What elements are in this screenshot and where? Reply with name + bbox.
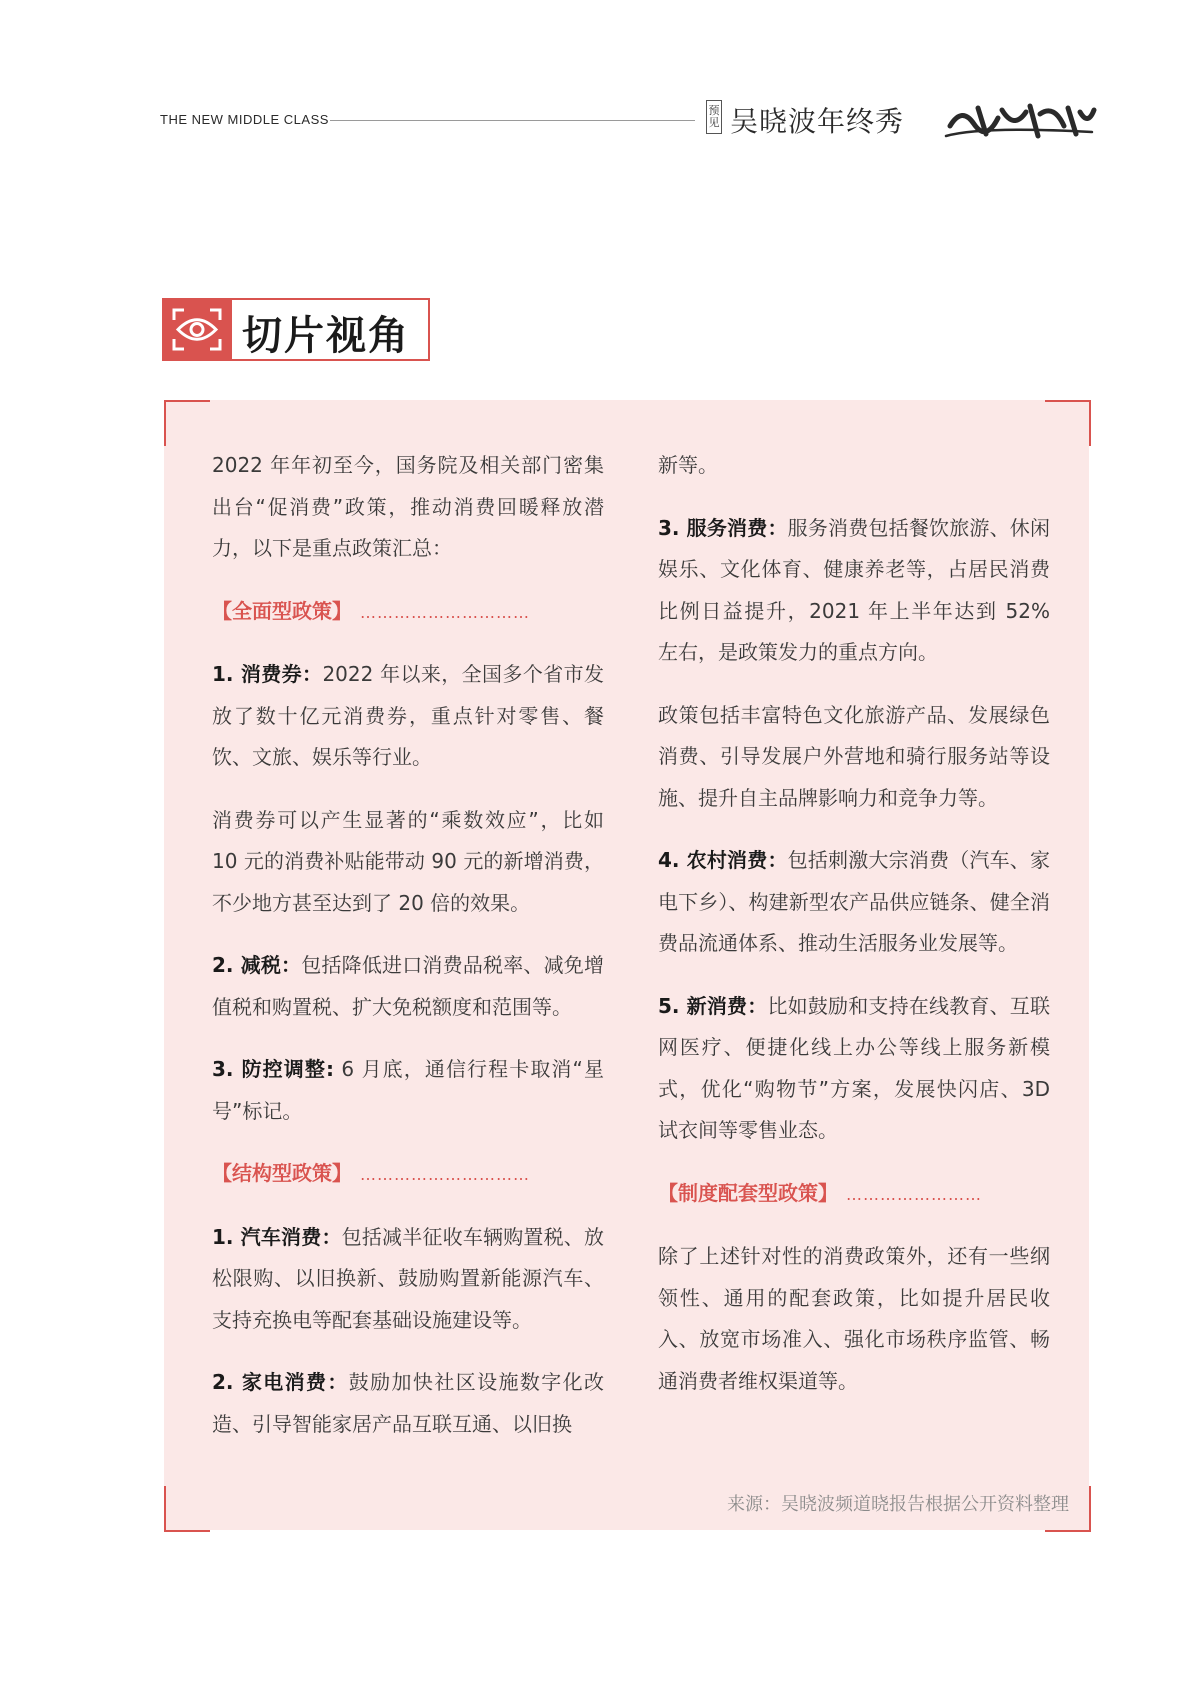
policy-item-text: 包括减半征收车辆购置税、放松限购、以旧换新、鼓励购置新能源汽车、支持充换电等配套基础设施建设等。 xyxy=(212,1224,604,1332)
policy-item-text: 鼓励加快社区设施数字化改造、引导智能家居产品互联互通、以旧换 xyxy=(212,1370,604,1436)
source-note: 来源：吴晓波频道晓报告根据公开资料整理 xyxy=(727,1494,1069,1515)
eye-icon xyxy=(162,298,232,361)
corner-bracket-top-left xyxy=(164,400,210,446)
header-seal-logo: 预 见 xyxy=(706,100,722,134)
policy-note: 政策包括丰富特色文化旅游产品、发展绿色消费、引导发展户外营地和骑行服务站等设施、提升自主品牌影响力和竞争力等。 xyxy=(658,702,1050,810)
header-divider xyxy=(330,120,695,121)
header-brand-title: 吴晓波年终秀 xyxy=(730,105,905,138)
header-english-tagline: THE NEW MIDDLE CLASS xyxy=(160,112,329,127)
policy-item xyxy=(658,840,1050,965)
policy-item-text: 除了上述针对性的消费政策外，还有一些纲领性、通用的配套政策，比如提升居民收入、放宽市场准入、强化市场秩序监管、畅通消费者维权渠道等。 xyxy=(658,1244,1050,1393)
policy-item xyxy=(212,654,604,779)
policy-item xyxy=(212,1362,604,1445)
title-icon-block xyxy=(162,298,232,361)
policy-item xyxy=(212,1049,604,1132)
right-column xyxy=(658,445,1050,1423)
policy-item-text: 6 月底，通信行程卡取消“星号”标记。 xyxy=(212,1057,604,1123)
policy-item-title: 2. 减税： xyxy=(212,953,302,977)
policy-item-title: 1. 消费券： xyxy=(212,662,323,686)
group-heading-structural xyxy=(212,1153,604,1196)
policy-item-title: 5. 新消费： xyxy=(658,993,768,1018)
policy-item-title: 1. 汽车消费： xyxy=(212,1224,342,1249)
policy-item xyxy=(212,945,604,1028)
section-title-box xyxy=(162,298,430,361)
header-slogan-calligraphy xyxy=(942,96,1097,142)
policy-item-title: 2. 家电消费： xyxy=(212,1370,349,1394)
policy-item-text: 包括降低进口消费品税率、减免增值税和购置税、扩大免税额度和范围等。 xyxy=(212,953,604,1019)
dotted-leader: ………………………… xyxy=(360,602,530,622)
section-title: 切片视角 xyxy=(242,313,410,359)
policy-item-title: 3. 服务消费： xyxy=(658,515,788,540)
intro-paragraph: 2022 年年初至今，国务院及相关部门密集出台“促消费”政策，推动消费回暖释放潜力，以下是重点政策汇总： xyxy=(212,453,604,560)
policy-item xyxy=(212,1217,604,1342)
policy-item-text: 2022 年以来，全国多个省市发放了数十亿元消费券，重点针对零售、餐饮、文旅、娱乐等行业。 xyxy=(212,662,604,769)
policy-item-text: 服务消费包括餐饮旅游、休闲娱乐、文化体育、健康养老等，占居民消费比例日益提升，2021 年上半年达到 52% 左右，是政策发力的重点方向。 xyxy=(658,515,1050,664)
policy-item-title: 3. 防控调整: xyxy=(212,1057,334,1081)
policy-item-title: 4. 农村消费： xyxy=(658,848,788,872)
dotted-leader: …………………… xyxy=(846,1184,982,1204)
continued-text: 新等。 xyxy=(658,453,718,477)
group-heading-label: 【制度配套型政策】 xyxy=(658,1180,838,1205)
policy-note: 消费券可以产生显著的“乘数效应”，比如 10 元的消费补贴能带动 90 元的新增消费，不少地方甚至达到了 20 倍的效果。 xyxy=(212,807,604,915)
corner-bracket-top-right xyxy=(1045,400,1091,446)
group-heading-institutional xyxy=(658,1173,1050,1216)
policy-item xyxy=(658,508,1050,674)
group-heading-comprehensive xyxy=(212,591,604,634)
policy-item xyxy=(658,986,1050,1152)
group-heading-label: 【结构型政策】 xyxy=(212,1161,352,1185)
left-column xyxy=(212,445,604,1466)
dotted-leader: ………………………… xyxy=(360,1165,530,1184)
policy-item-text: 包括刺激大宗消费（汽车、家电下乡）、构建新型农产品供应链条、健全消费品流通体系、推动生活服务业发展等。 xyxy=(658,848,1050,955)
corner-bracket-bottom-left xyxy=(164,1486,210,1532)
policy-item-text: 比如鼓励和支持在线教育、互联网医疗、便捷化线上办公等线上服务新模式，优化“购物节”方案，发展快闪店、3D 试衣间等零售业态。 xyxy=(658,993,1050,1142)
group-heading-label: 【全面型政策】 xyxy=(212,598,352,623)
